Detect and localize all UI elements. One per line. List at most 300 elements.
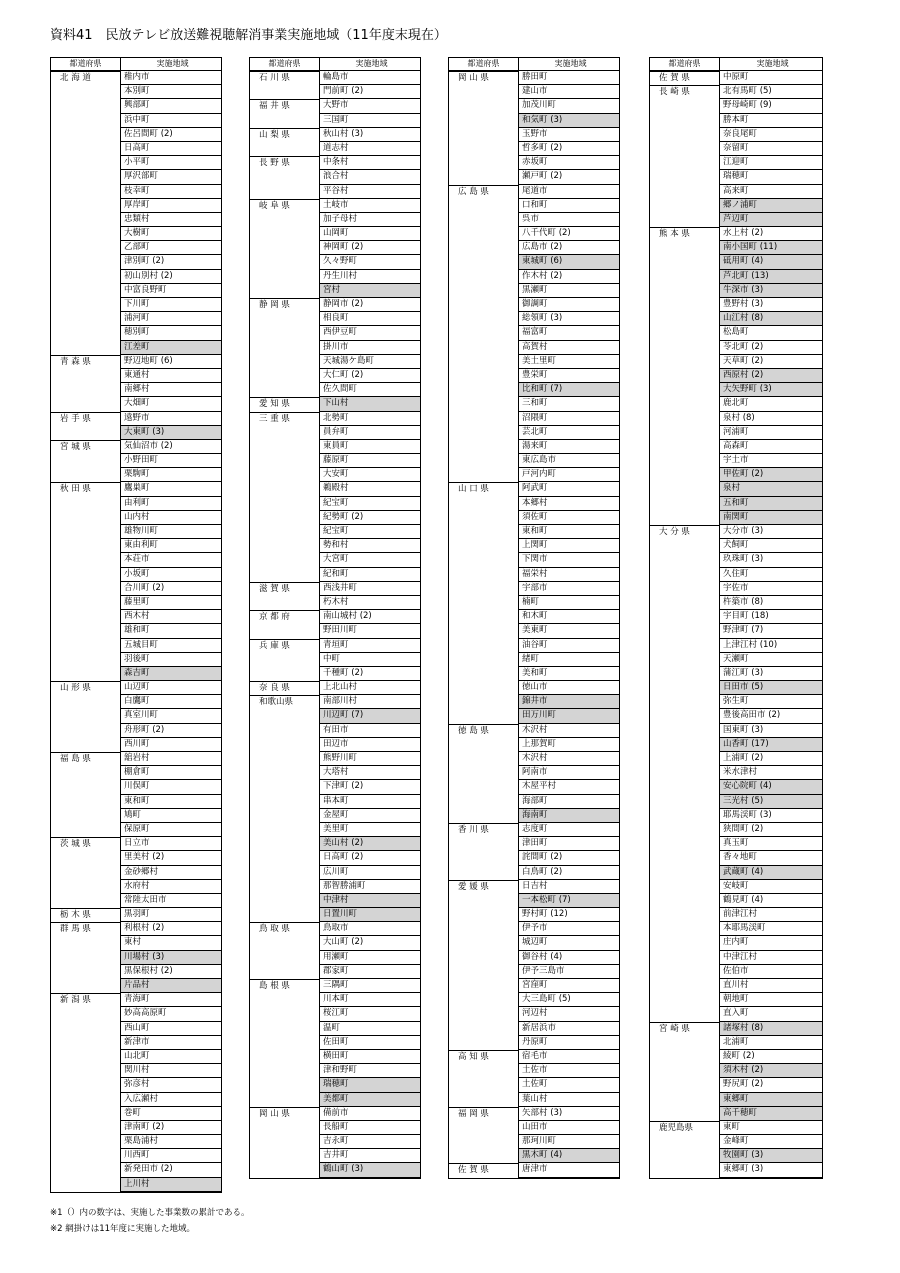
table-row [449, 1107, 619, 1121]
area-cell: 伊予三島市 [519, 965, 619, 979]
area-cell: 上那賀町 [519, 738, 619, 752]
prefecture-cell [250, 596, 320, 610]
prefecture-cell [449, 851, 519, 865]
footnote-1: ※1（）内の数字は、実施した事業数の累計である。 [50, 1208, 250, 1218]
table-row [51, 482, 221, 496]
area-cell: 員弁町 [320, 426, 420, 440]
area-cell: 常陸太田市 [121, 894, 221, 908]
table-header [51, 58, 221, 71]
table-row [650, 341, 822, 355]
prefecture-cell: 山 口 県 [449, 482, 519, 496]
area-cell: 徳山市 [519, 681, 619, 695]
table-row [51, 1078, 221, 1092]
area-cell: 久々野町 [320, 255, 420, 269]
table-column-3 [448, 57, 620, 1179]
area-cell: 紀勢町 (2) [320, 511, 420, 525]
prefecture-cell [650, 298, 720, 312]
table-row [51, 412, 221, 426]
table-row [250, 1163, 420, 1177]
area-cell: 郷ノ浦町 [720, 199, 822, 213]
table-row [51, 979, 221, 993]
area-cell: 野田川町 [320, 624, 420, 638]
area-cell: 気仙沼市 (2) [121, 440, 221, 454]
prefecture-cell [250, 1022, 320, 1036]
table-row [51, 468, 221, 482]
table-row [650, 922, 822, 936]
prefecture-cell [51, 582, 121, 596]
area-cell: 鷹巣町 [121, 482, 221, 496]
table-row [250, 156, 420, 170]
area-cell: 須佐町 [519, 511, 619, 525]
table-row [449, 255, 619, 269]
prefecture-cell [449, 128, 519, 142]
prefecture-cell [650, 412, 720, 426]
prefecture-cell [250, 369, 320, 383]
area-cell: 五城目町 [121, 639, 221, 653]
area-cell: 浪合村 [320, 170, 420, 184]
prefecture-cell [250, 1163, 320, 1177]
area-cell: 中津江村 [720, 951, 822, 965]
area-cell: 八千代町 (2) [519, 227, 619, 241]
prefecture-cell [449, 298, 519, 312]
area-cell: 大畑町 [121, 397, 221, 411]
table-row [51, 624, 221, 638]
area-cell: 棚倉町 [121, 766, 221, 780]
prefecture-cell: 秋 田 県 [51, 482, 121, 496]
table-row [449, 695, 619, 709]
prefecture-cell [51, 639, 121, 653]
prefecture-cell [250, 866, 320, 880]
area-cell: 北有馬町 (5) [720, 85, 822, 99]
table-row [51, 738, 221, 752]
table-row [449, 738, 619, 752]
area-cell: 耶馬渓町 (3) [720, 809, 822, 823]
prefecture-cell [51, 780, 121, 794]
area-cell: 大山町 (2) [320, 936, 420, 950]
prefecture-cell [250, 837, 320, 851]
area-cell: 黒羽町 [121, 908, 221, 922]
table-row [449, 582, 619, 596]
area-cell: 佐久間町 [320, 383, 420, 397]
area-cell: 乙部町 [121, 241, 221, 255]
prefecture-cell [650, 894, 720, 908]
area-cell: 本別町 [121, 85, 221, 99]
page-title: 資料41 民放テレビ放送難視聴解消事業実施地域（11年度末現在） [50, 28, 447, 43]
table-row [51, 326, 221, 340]
area-cell: 海部町 [519, 795, 619, 809]
area-cell: 遠野市 [121, 412, 221, 426]
prefecture-cell [449, 1121, 519, 1135]
table-header [650, 58, 822, 71]
area-cell: 忠類村 [121, 213, 221, 227]
area-cell: 三和町 [519, 397, 619, 411]
table-row [51, 128, 221, 142]
prefecture-cell [650, 1050, 720, 1064]
prefecture-cell: 福 岡 県 [449, 1107, 519, 1121]
table-row [250, 255, 420, 269]
table-row [51, 213, 221, 227]
table-row [250, 170, 420, 184]
prefecture-cell [250, 454, 320, 468]
prefecture-cell [250, 894, 320, 908]
area-cell: 東広島市 [519, 454, 619, 468]
prefecture-cell [650, 284, 720, 298]
area-cell: 葉山村 [519, 1093, 619, 1107]
area-cell: 水府村 [121, 880, 221, 894]
prefecture-cell [650, 709, 720, 723]
area-cell: 西木村 [121, 610, 221, 624]
area-cell: 上川村 [121, 1178, 221, 1192]
table-row [650, 738, 822, 752]
area-cell: 津和野町 [320, 1064, 420, 1078]
prefecture-cell [51, 695, 121, 709]
area-cell: 浜中町 [121, 114, 221, 128]
table-row [250, 780, 420, 794]
table-column-4 [649, 57, 823, 1179]
prefecture-cell: 香 川 県 [449, 823, 519, 837]
area-cell: 宮窪町 [519, 979, 619, 993]
prefecture-cell: 岐 阜 県 [250, 199, 320, 213]
prefecture-cell [250, 440, 320, 454]
area-cell: 水上村 (2) [720, 227, 822, 241]
prefecture-cell [449, 1022, 519, 1036]
prefecture-cell: 滋 賀 県 [250, 582, 320, 596]
area-cell: 舟形町 (2) [121, 724, 221, 738]
prefecture-cell [51, 653, 121, 667]
prefecture-cell [449, 908, 519, 922]
area-cell: 野尻町 (2) [720, 1078, 822, 1092]
table-row [250, 553, 420, 567]
area-cell: 直川村 [720, 979, 822, 993]
area-cell: 川西町 [121, 1149, 221, 1163]
area-cell: 哲多町 (2) [519, 142, 619, 156]
prefecture-cell [449, 114, 519, 128]
table-row [650, 1163, 822, 1177]
table-row [51, 795, 221, 809]
area-cell: 丹生川村 [320, 270, 420, 284]
prefecture-cell [51, 951, 121, 965]
prefecture-cell [51, 341, 121, 355]
prefecture-cell [650, 142, 720, 156]
table-row [650, 695, 822, 709]
table-row [650, 156, 822, 170]
table-row [650, 1107, 822, 1121]
table-row [250, 412, 420, 426]
area-cell: 本郷村 [519, 497, 619, 511]
table-row [449, 681, 619, 695]
table-row [650, 624, 822, 638]
area-cell: 日置川町 [320, 908, 420, 922]
table-row [51, 525, 221, 539]
area-cell: 北勢町 [320, 412, 420, 426]
table-row [650, 227, 822, 241]
table-row [650, 497, 822, 511]
prefecture-cell [650, 369, 720, 383]
area-cell: 東員町 [320, 440, 420, 454]
area-cell: 和木町 [519, 610, 619, 624]
prefecture-cell: 佐 賀 県 [650, 71, 720, 85]
area-cell: 川俣町 [121, 780, 221, 794]
table-row [650, 936, 822, 950]
area-cell: 野津町 (7) [720, 624, 822, 638]
table-row [51, 85, 221, 99]
prefecture-cell: 徳 島 県 [449, 724, 519, 738]
prefecture-cell [250, 1149, 320, 1163]
prefecture-cell [650, 610, 720, 624]
prefecture-cell [51, 468, 121, 482]
table-row [51, 993, 221, 1007]
area-cell: 真室川町 [121, 709, 221, 723]
prefecture-cell [51, 979, 121, 993]
table-column-2 [249, 57, 421, 1179]
table-row [250, 511, 420, 525]
table-row [449, 568, 619, 582]
table-row [650, 880, 822, 894]
prefecture-cell [51, 1178, 121, 1192]
prefecture-cell [650, 738, 720, 752]
table-row [650, 596, 822, 610]
prefecture-cell [250, 752, 320, 766]
prefecture-cell [250, 568, 320, 582]
area-cell: 砥用町 (4) [720, 255, 822, 269]
prefecture-cell [650, 752, 720, 766]
area-cell: 宇土市 [720, 454, 822, 468]
area-cell: 天瀬町 [720, 653, 822, 667]
table-row [650, 780, 822, 794]
area-cell: 川場村 (3) [121, 951, 221, 965]
area-cell: 佐田町 [320, 1036, 420, 1050]
area-cell: 道志村 [320, 142, 420, 156]
table-row [449, 85, 619, 99]
table-row [449, 1078, 619, 1092]
area-cell: 玖珠町 (3) [720, 553, 822, 567]
area-cell: 庄内町 [720, 936, 822, 950]
area-cell: 山北町 [121, 1050, 221, 1064]
area-cell: 阿南市 [519, 766, 619, 780]
table-row [650, 426, 822, 440]
prefecture-cell [449, 1064, 519, 1078]
area-cell: 宿毛市 [519, 1050, 619, 1064]
prefecture-cell [650, 241, 720, 255]
area-cell: 東郷町 (3) [720, 1163, 822, 1177]
prefecture-cell [250, 270, 320, 284]
table-row [449, 724, 619, 738]
prefecture-cell [650, 582, 720, 596]
table-row [449, 553, 619, 567]
area-cell: 瑞穂町 [320, 1078, 420, 1092]
area-cell: 浦河町 [121, 312, 221, 326]
area-cell: 大宮町 [320, 553, 420, 567]
area-cell: 沼隈町 [519, 412, 619, 426]
area-cell: 日田市 (5) [720, 681, 822, 695]
area-cell: 田辺市 [320, 738, 420, 752]
prefecture-cell [51, 454, 121, 468]
prefecture-cell [51, 667, 121, 681]
prefecture-cell: 島 根 県 [250, 979, 320, 993]
area-cell: 輪島市 [320, 71, 420, 85]
table-row [51, 1107, 221, 1121]
table-row [250, 1093, 420, 1107]
prefecture-cell [250, 1050, 320, 1064]
prefecture-cell: 青 森 県 [51, 355, 121, 369]
table-row [449, 1007, 619, 1021]
area-cell: 豊栄町 [519, 369, 619, 383]
table-row [449, 1036, 619, 1050]
prefecture-cell [250, 213, 320, 227]
prefecture-cell [650, 866, 720, 880]
area-cell: 長船町 [320, 1121, 420, 1135]
area-cell: 阿武町 [519, 482, 619, 496]
prefecture-cell [449, 341, 519, 355]
prefecture-cell [449, 312, 519, 326]
table-row [650, 1121, 822, 1135]
prefecture-cell: 兵 庫 県 [250, 639, 320, 653]
prefecture-cell [650, 114, 720, 128]
table-row [51, 908, 221, 922]
area-cell: 高来町 [720, 185, 822, 199]
area-cell: 初山別村 (2) [121, 270, 221, 284]
prefecture-cell [449, 596, 519, 610]
prefecture-cell [51, 426, 121, 440]
table-row [250, 681, 420, 695]
prefecture-cell [650, 823, 720, 837]
table-row [449, 653, 619, 667]
table-row [250, 610, 420, 624]
table-row [250, 667, 420, 681]
prefecture-cell [250, 241, 320, 255]
table-row [51, 1178, 221, 1192]
area-cell: 大塔村 [320, 766, 420, 780]
prefecture-cell [250, 880, 320, 894]
table-row [650, 1135, 822, 1149]
table-row [650, 397, 822, 411]
area-cell: 日立市 [121, 837, 221, 851]
area-cell: 福富町 [519, 326, 619, 340]
prefecture-cell [650, 624, 720, 638]
table-row [449, 1121, 619, 1135]
prefecture-cell [51, 880, 121, 894]
area-cell: 錦井市 [519, 695, 619, 709]
prefecture-cell [449, 738, 519, 752]
prefecture-cell: 京 都 府 [250, 610, 320, 624]
prefecture-cell [449, 99, 519, 113]
area-cell: 備前市 [320, 1107, 420, 1121]
prefecture-cell [449, 568, 519, 582]
table-row [250, 85, 420, 99]
area-cell: 雄和町 [121, 624, 221, 638]
prefecture-cell [650, 1036, 720, 1050]
table-row [449, 880, 619, 894]
table-row [449, 752, 619, 766]
prefecture-cell [449, 752, 519, 766]
prefecture-cell [250, 383, 320, 397]
table-row [250, 1050, 420, 1064]
prefecture-cell [449, 412, 519, 426]
area-cell: 桜江町 [320, 1007, 420, 1021]
area-cell: 西山町 [121, 1022, 221, 1036]
table-row [449, 142, 619, 156]
area-cell: 有田市 [320, 724, 420, 738]
table-row [250, 1064, 420, 1078]
area-cell: 緒町 [519, 653, 619, 667]
table-row [650, 454, 822, 468]
prefecture-cell [650, 851, 720, 865]
prefecture-cell [650, 482, 720, 496]
prefecture-cell [650, 539, 720, 553]
table-row [51, 724, 221, 738]
prefecture-cell [449, 639, 519, 653]
area-cell: 西伊豆町 [320, 326, 420, 340]
table-row [51, 866, 221, 880]
table-row [449, 369, 619, 383]
table-row [650, 114, 822, 128]
prefecture-cell [250, 539, 320, 553]
area-cell: 大安町 [320, 468, 420, 482]
area-cell: 小野田町 [121, 454, 221, 468]
area-cell: 東郷町 [720, 1093, 822, 1107]
prefecture-cell: 長 野 県 [250, 156, 320, 170]
prefecture-cell [449, 170, 519, 184]
area-cell: 安岐町 [720, 880, 822, 894]
area-cell: 鶴見町 (4) [720, 894, 822, 908]
area-cell: 小平町 [121, 156, 221, 170]
prefecture-cell: 岡 山 県 [449, 71, 519, 85]
table-row [449, 241, 619, 255]
area-cell: 勝本町 [720, 114, 822, 128]
area-cell: 江差町 [121, 341, 221, 355]
prefecture-cell [650, 951, 720, 965]
table-row [650, 468, 822, 482]
table-row [51, 298, 221, 312]
prefecture-cell [650, 199, 720, 213]
table-row [51, 681, 221, 695]
area-cell: 広川町 [320, 866, 420, 880]
table-row [250, 979, 420, 993]
area-cell: 瀬戸町 (2) [519, 170, 619, 184]
table-row [250, 71, 420, 85]
area-cell: 米水津村 [720, 766, 822, 780]
table-row [650, 355, 822, 369]
table-row [250, 199, 420, 213]
table-row [51, 142, 221, 156]
table-row [650, 965, 822, 979]
prefecture-cell [250, 993, 320, 1007]
prefecture-cell [250, 553, 320, 567]
area-cell: 津南町 (2) [121, 1121, 221, 1135]
area-cell: 海南町 [519, 809, 619, 823]
table-row [650, 99, 822, 113]
prefecture-cell [449, 525, 519, 539]
table-row [51, 1007, 221, 1021]
area-cell: 牛深市 (3) [720, 284, 822, 298]
table-row [650, 312, 822, 326]
table-row [51, 397, 221, 411]
table-row [449, 270, 619, 284]
prefecture-cell [650, 270, 720, 284]
table-row [650, 1078, 822, 1092]
prefecture-cell [650, 1163, 720, 1177]
area-cell: 安心院町 (4) [720, 780, 822, 794]
area-cell: 野辺地町 (6) [121, 355, 221, 369]
area-cell: 広島市 (2) [519, 241, 619, 255]
table-row [51, 227, 221, 241]
table-row [650, 894, 822, 908]
table-row [250, 1135, 420, 1149]
prefecture-cell [250, 951, 320, 965]
area-cell: 赤坂町 [519, 156, 619, 170]
area-cell: 山江村 (8) [720, 312, 822, 326]
area-cell: 下山村 [320, 397, 420, 411]
